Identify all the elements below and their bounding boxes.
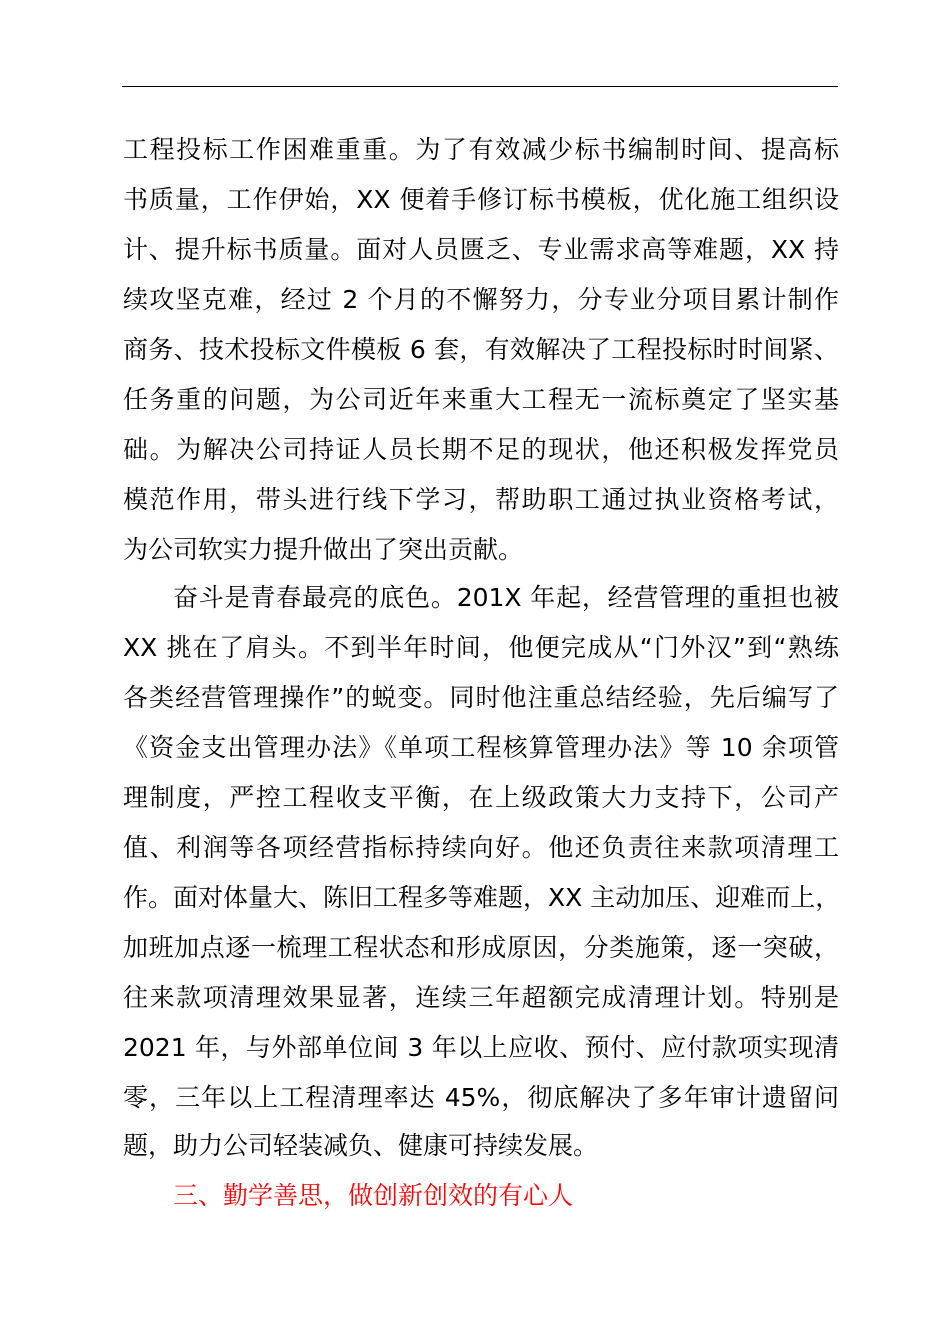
- paragraph-line: 题，助力公司轻装减负、健康可持续发展。: [123, 1131, 599, 1160]
- paragraph-line: 奋斗是青春最亮的底色。201X 年起，经营管理的重担也被: [173, 583, 839, 612]
- paragraph-line: 模范作用，带头进行线下学习，帮助职工通过执业资格考试，: [123, 485, 839, 514]
- header-rule: [122, 86, 838, 87]
- paragraph-line: 任务重的问题，为公司近年来重大工程无一流标奠定了坚实基: [123, 385, 839, 414]
- paragraph-line: 为公司软实力提升做出了突出贡献。: [123, 535, 524, 564]
- paragraph-line: 2021 年，与外部单位间 3 年以上应收、预付、应付款项实现清: [123, 1033, 839, 1062]
- paragraph-line: 值、利润等各项经营指标持续向好。他还负责往来款项清理工: [123, 833, 839, 862]
- paragraph-line: 书质量，工作伊始，XX 便着手修订标书模板，优化施工组织设: [123, 185, 839, 214]
- paragraph-line: 往来款项清理效果显著，连续三年超额完成清理计划。特别是: [123, 983, 839, 1012]
- paragraph-line: 各类经营管理操作”的蜕变。同时他注重总结经验，先后编写了: [123, 683, 839, 712]
- paragraph-line: 理制度，严控工程收支平衡，在上级政策大力支持下，公司产: [123, 783, 839, 812]
- section-heading: 三、勤学善思，做创新创效的有心人: [173, 1181, 574, 1210]
- paragraph-line: 计、提升标书质量。面对人员匮乏、专业需求高等难题，XX 持: [123, 235, 839, 264]
- paragraph-line: 零，三年以上工程清理率达 45%，彻底解决了多年审计遗留问: [123, 1083, 839, 1112]
- paragraph-line: 加班加点逐一梳理工程状态和形成原因，分类施策，逐一突破，: [123, 933, 839, 962]
- paragraph-line: 商务、技术投标文件模板 6 套，有效解决了工程投标时时间紧、: [123, 335, 839, 364]
- paragraph-line: XX 挑在了肩头。不到半年时间，他便完成从“门外汉”到“熟练: [123, 633, 839, 662]
- paragraph-line: 作。面对体量大、陈旧工程多等难题，XX 主动加压、迎难而上，: [123, 883, 841, 912]
- paragraph-line: 续攻坚克难，经过 2 个月的不懈努力，分专业分项目累计制作: [123, 285, 839, 314]
- paragraph-line: 《资金支出管理办法》《单项工程核算管理办法》等 10 余项管: [123, 733, 839, 762]
- paragraph-line: 础。为解决公司持证人员长期不足的现状，他还积极发挥党员: [123, 435, 839, 464]
- paragraph-line: 工程投标工作困难重重。为了有效减少标书编制时间、提高标: [123, 135, 839, 164]
